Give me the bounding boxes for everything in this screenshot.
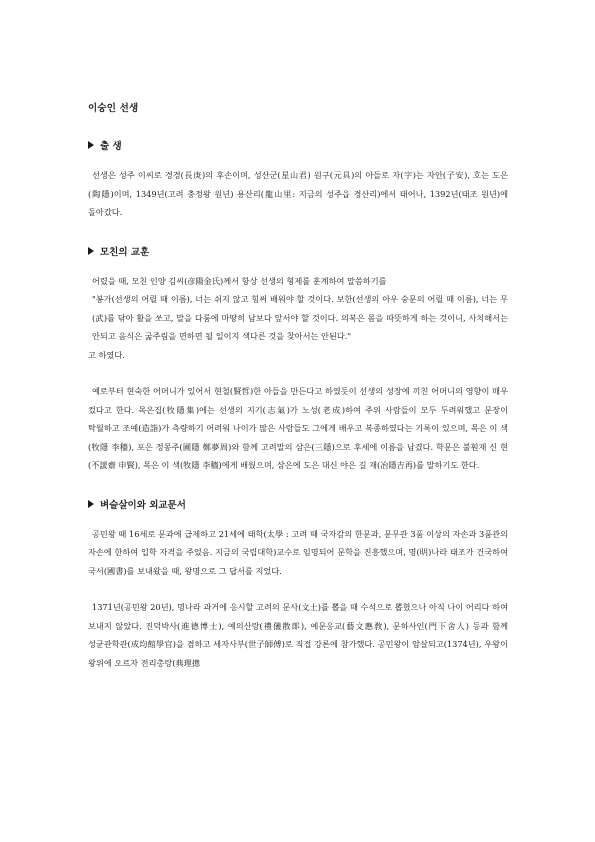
section-heading-label: 벼슬살이와 외교문서 <box>100 499 186 511</box>
triangle-bullet-icon <box>88 247 94 255</box>
triangle-bullet-icon <box>88 500 94 508</box>
document-page <box>88 100 508 672</box>
document-title: 이숭인 선생 <box>88 103 139 114</box>
section-heading-career <box>88 497 508 511</box>
paragraph-intro: 어렸을 때, 모친 인양 김씨(彦陽金氏)께서 항상 선생의 형제를 훈계하여 말씀하기를 <box>92 275 387 286</box>
quote-block: "봉가(선생의 어릴 때 이름), 너는 쉬지 않고 힘써 배워야 할 것이다. 보한(선생의 아우 숭문의 어릴 때 이름), 너는 무(武)를 닦아 활을 쏘고, 말을 다룸에 마땅히 남보다 앞서야 할 것이다. 의복은 몸을 따뜻하게 하는 것이니, 사치해서는 안되고 음식은 굶주림을 면하면 될 일이지 색다른 것을 찾아서는 안된다." <box>92 294 508 341</box>
paragraph: 1371년(공민왕 20년), 명나라 과거에 응시할 고려의 문사(文士)를 뽑을 때 수석으로 뽑혔으나 아직 나이 어리다 하여 보내지 않았다. 진덕박사(進德博士), 예의산랑(禮儀散郞), 예문응교(藝文應敎), 문하사인(門下舍人) 등과 함께 성균관학관(成均館學官)을 겸하고 세자사부(世子師傅)로 직접 강론에 참가했다. 공민왕이 암살되고(1374년), 우왕이 왕위에 오르자 전리총랑(典理摠 <box>88 602 508 668</box>
section-heading-birth <box>88 138 508 152</box>
paragraph: 선생은 성주 이씨로 경경(長庚)의 후손이며, 성산군(星山君) 원구(元具)의 아들로 자(字)는 자안(子安), 호는 도은(陶隱)이며, 1349년(고려 충정왕 원년) 용산리(龍山里: 지금의 성주읍 경산리)에서 태어나, 1392년(태조 원년)에 돌아갔다. <box>88 170 508 217</box>
triangle-bullet-icon <box>88 141 94 149</box>
section-heading-label: 출 생 <box>100 141 122 152</box>
paragraph: 예로부터 현숙한 어머니가 있어서 현철(賢哲)한 아들을 만든다고 하였듯이 선생의 성장에 끼친 어머니의 영향이 매우 컸다고 한다. 목은집(牧隱集)에는 선생의 지기(志氣)가 노성(老成)하여 주위 사람들이 모두 두려워했고 문장이 탁월하고 조예(造詣)가 측량하기 어려워 나이가 많은 사람들도 그에게 배우고 복종하였다는 기록이 있으며, 목은 이 색(牧隱 李穡), 포은 정몽주(圃隱 鄭夢周)와 함께 고려말의 삼은(三隱)으로 후세에 이름을 남겼다. 학문은 불훤재 신 현(不諼齋 申賢), 목은 이 색(牧隱 李穡)에게 배웠으며, 삼은에 도은 대신 야은 길 재(冶隱吉再)를 말하기도 한다. <box>88 386 508 470</box>
paragraph-outro: 고 하였다. <box>88 349 125 360</box>
paragraph: 공민왕 때 16세로 문과에 급제하고 21세에 태학(太學 : 고려 때 국자감의 한문과, 문무관 3품 이상의 자손과 3품관의 자손에 한하여 입학 자격을 주었음. 지금의 국립대학)교수로 임명되어 문학을 진흥했으며, 명(明)나라 태조가 건국하여 국서(國書)를 보내왔을 때, 왕명으로 그 답서를 지었다. <box>88 528 508 576</box>
section-heading-label: 모친의 교훈 <box>100 246 150 258</box>
section-heading-mother-teaching <box>88 244 508 258</box>
